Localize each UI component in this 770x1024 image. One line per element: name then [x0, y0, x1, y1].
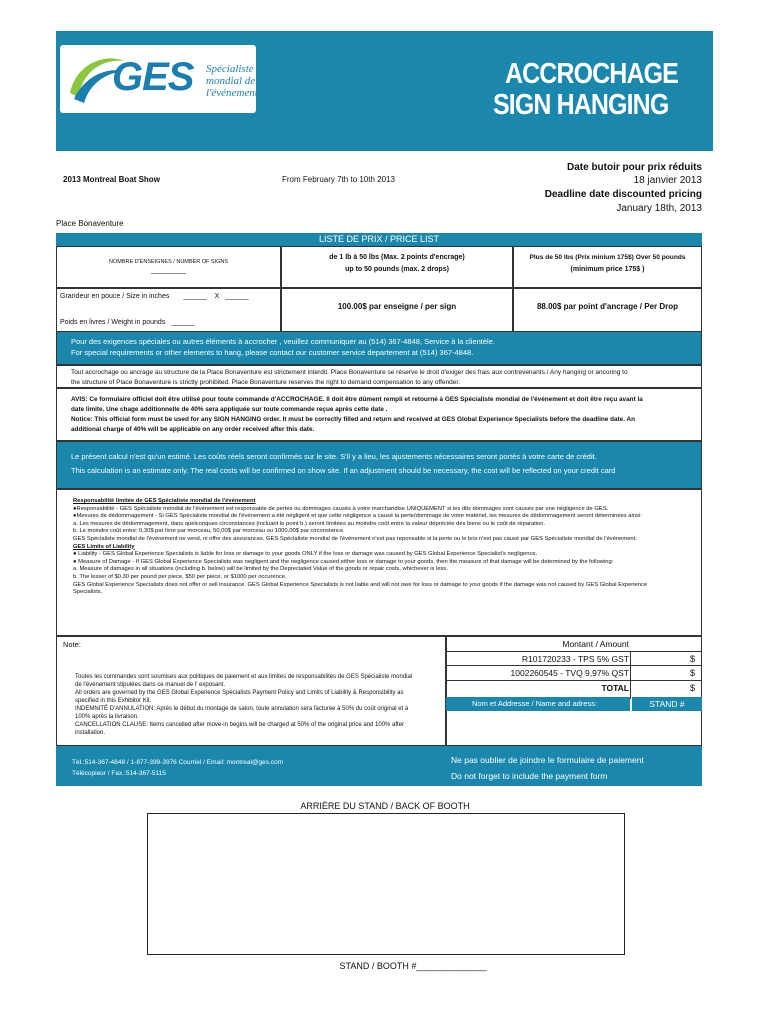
title-french: ACCROCHAGE — [505, 58, 678, 90]
deadline-date-en: January 18th, 2013 — [616, 203, 702, 214]
liability-title-en: GES Limits of Liability — [73, 543, 135, 550]
structure-line1: Tout accrochage ou ancrage au structure de la Place Bonaventure est strictement interdit. Place Bonaventure se réserve le droit d'exiger des frais aux contrevenants./ Any hanging or ancoring to — [71, 369, 628, 376]
tvq-amount-field[interactable]: $ — [690, 668, 696, 678]
notice-line2: date limite. Une chage additionnelle de 40% sera appliquée sur toute commande reçue après cette date . — [71, 406, 388, 413]
ges-logo — [60, 45, 256, 113]
stand-number-label: STAND # — [631, 697, 702, 711]
size-weight-cell — [56, 288, 281, 337]
size-row — [60, 293, 249, 300]
liability-line-en-5: GES Global Experience Specialists does not offer or sell insurance. GES Global Experience Specialists is not liable and will not owe for loss or damage to your goods if the damage was not caused by GES Global Experience — [73, 581, 648, 588]
price-col1-line2: up to 50 pounds (max. 2 drops) — [345, 266, 449, 273]
logo-tagline-1: Spécialiste — [206, 63, 254, 75]
signs-input[interactable]: _________ — [150, 267, 187, 274]
terms-line-7: CANCELLATION CLAUSE: Items cancelled after move-in begins will be charged at 50% of the original price and 100% after — [75, 722, 405, 728]
notice-box — [56, 388, 702, 441]
liability-line-fr-2: ●Mesures de dédommagement - Si GES Spécialiste mondial de l'événement a été négligent et que cette négligence a causé la perte/dommage de votre matériel, les mesures de dédommagement seront déterminées ainsi: — [73, 513, 642, 520]
tvq-label: 1002260545 - TVQ 9,97% QST — [510, 668, 629, 678]
terms-line-3: All orders are governed by the GES Global Experience Specialists Payment Policy and Limits of Liability & Responsibility as — [75, 690, 404, 696]
terms-line-6: 100% après la livraison. — [75, 714, 139, 720]
logo-tagline-3: l'événement — [206, 87, 258, 99]
event-name: 2013 Montreal Boat Show — [63, 175, 160, 184]
tps-label: R101720233 - TPS 5% GST — [521, 654, 629, 664]
special-requirements-box — [56, 331, 702, 365]
signs-cell — [56, 246, 281, 288]
terms-line-8: installation. — [75, 730, 106, 736]
deadline-label-fr: Date butoir pour prix réduits — [566, 162, 702, 173]
price-list-header: LISTE DE PRIX / PRICE LIST — [56, 233, 702, 246]
stand-booth-number[interactable]: STAND / BOOTH #______________ — [339, 961, 487, 971]
logo-tagline-2: mondial de — [206, 75, 256, 87]
name-address-label: Nom et Addresse / Name and adress: — [446, 697, 630, 711]
amount-header: Montant / Amount — [562, 639, 629, 649]
price-per-sign: 100.00$ par enseigne / per sign — [337, 302, 457, 311]
size-height-input[interactable]: ______ — [225, 293, 249, 300]
liability-line-en-4: b. The lesser of $0.30 per pound per piece, $50 per piece, or $1000 per occurence. — [73, 573, 287, 580]
price-col1-value — [281, 288, 513, 337]
price-col1-line1: de 1 lb à 50 lbs (Max. 2 points d'encrage) — [329, 254, 465, 261]
structure-line2: the structure of Place Bonaventure is strictly prohibited. Place Bonaventure reserves the right to demand compensation to any offender. — [71, 378, 461, 386]
event-venue: Place Bonaventure — [56, 219, 124, 228]
price-col1-header — [281, 246, 513, 288]
signs-label: NOMBRE D'ENSEIGNES / NUMBER OF SIGNS — [108, 259, 228, 265]
note-label: Note: — [63, 640, 81, 649]
deadline-label-en: Deadline date discounted pricing — [544, 189, 702, 200]
price-per-drop: 88.00$ par point d'ancrage / Per Drop — [536, 302, 679, 311]
liability-line-en-6: Specialists. — [73, 589, 103, 596]
size-label: Grandeur en pouce / Size in inches — [60, 293, 170, 300]
reminder-en: Do not forget to include the payment form — [451, 771, 608, 781]
event-dates: From February 7th to 10th 2013 — [282, 175, 395, 184]
price-col2-line1: Plus de 50 lbs (Prix minium 175$) Over 50 pounds — [529, 254, 686, 261]
weight-label: Poids en livres / Weight in pounds — [60, 319, 166, 326]
price-col2-value — [513, 288, 702, 337]
notice-line1: AVIS: Ce formulaire officiel doit être utilisé pour toute commande d'ACCROCHAGE. Il doit être dûment rempli et retourné à GES Spécialiste mondial de l'événement et doit être reçu avant la — [71, 396, 643, 403]
logo-tagline — [206, 63, 258, 99]
special-fr: Pour des exigences spéciales ou autres éléments à accrocher , veuillez communiquer au (514) 367-4848, Service à la clientèle. — [71, 337, 495, 346]
total-label: TOTAL — [601, 683, 629, 693]
deadline-date-fr: 18 janvier 2013 — [633, 175, 702, 186]
liability-line-en-1: ● Liability - GES Global Experience Specialists is liable for loss or damage to your goods ONLY if the loss or damage was caused by GES Global Experience Specialist's negligence. — [73, 551, 538, 558]
note-box[interactable] — [56, 636, 446, 746]
notice-line4: additional charge of 40% will be applicable on any order received after this date. — [71, 426, 315, 433]
notice-line3: Notice: This official form must be used for any SIGN HANGING order. It must be correctly filled and return and received at GES Global Experience Specialists before the deadline date. An — [71, 416, 636, 423]
special-en: For special requirements or other elements to hang, please contact our customer service departement at (514) 367-4848. — [71, 348, 474, 357]
liability-line-fr-5: GES Spécialiste mondial de l'événement ne vend, ni offre des assurances. GES Spécialiste mondial de l'événement n'est pas reponsable si la perte ou le bris n'est pas causé par GES Spécialiste mondial de l'événement. — [73, 535, 637, 542]
logo-wordmark: GES — [112, 55, 194, 99]
terms-line-1: Toutes les commandes sont soumises aux politiques de paiement et aux limites de responsabilités de GES Spécialiste mondial — [75, 674, 413, 680]
weight-row — [60, 319, 195, 326]
weight-input[interactable]: ______ — [171, 319, 195, 326]
liability-line-fr-1: ●Responsabilité - GES Spécialiste mondial de l'événement est responsable de pertes ou dommages causés à votre marchandise UNIQUEMENT si les dits dommages sont causés par une négligence de GES. — [73, 505, 609, 512]
total-amount-field[interactable]: $ — [690, 683, 696, 693]
terms-line-4: specified in this Exhibitor Kit. — [75, 698, 152, 704]
title-english: SIGN HANGING — [493, 89, 669, 121]
liability-box — [56, 489, 702, 636]
terms-line-2: de l'événement stipulées dans ce manuel de l' exposant. — [75, 682, 226, 688]
size-width-input[interactable]: ______ — [183, 293, 207, 300]
price-col2-line2: (minimum price 175$ ) — [570, 266, 645, 273]
contact-line2: Télécopieur / Fax.:514-367-5115 — [72, 770, 166, 777]
name-address-field[interactable] — [446, 711, 702, 746]
structure-box — [56, 365, 702, 388]
estimate-fr: Le présent calcul n'est qu'un estimé. Les coûts réels seront confirmés sur le site. S'il y a lieu, les ajustements nécessaires seront portés à votre carte de crédit. — [71, 452, 597, 461]
back-of-booth-title: ARRIÈRE DU STAND / BACK OF BOOTH — [300, 801, 470, 811]
estimate-box — [56, 441, 702, 489]
liability-title-fr: Responsabilité limitée de GES Spécialiste mondial de l'événement — [73, 498, 256, 504]
size-x: X — [214, 293, 220, 300]
tps-amount-field[interactable]: $ — [690, 654, 696, 664]
reminder-fr: Ne pas oublier de joindre le formulaire de paiement — [451, 755, 644, 765]
contact-line1: Tél.:514-367-4848 / 1-877-399-3976 Courriel / Email: montreal@ges.com — [72, 759, 284, 766]
price-col2-header — [513, 246, 702, 288]
liability-line-fr-4: b. Le moindre coût entre: 0,30$ par livre par morceau, 50,00$ par morceau ou 1000,00$ par circonstance. — [73, 528, 345, 535]
estimate-en: This calculation is an estimate only. The real costs will be confirmed on show site. If an adjustment should be necessary, the cost will be reflected on your credit card — [71, 466, 616, 475]
liability-line-fr-3: a. Les mesures de dédommagement, dans quelconques circonstances (incluant le point b.) seront limitées au moindre coût entre la valeur dépréciée des biens ou le coût de réparation. — [73, 520, 546, 527]
terms-line-5: INDEMNITÉ D'ANNULATION: Après le début du montage de salon, toute annulation sera facturée à 50% du coût original et à — [75, 706, 409, 712]
liability-line-en-2: ● Measure of Damage - If GES Global Experience Specialists was negligent and the negligence caused either loss or damage to your goods, then the measure of that damage will be determined by the following: — [73, 558, 614, 565]
liability-line-en-3: a. Measure of damages in all situations (including b. below) will be limited by the Depreciated Value of the goods or repair costs, whichever is less. — [73, 566, 448, 573]
back-of-booth-drawing-area[interactable] — [147, 813, 625, 955]
